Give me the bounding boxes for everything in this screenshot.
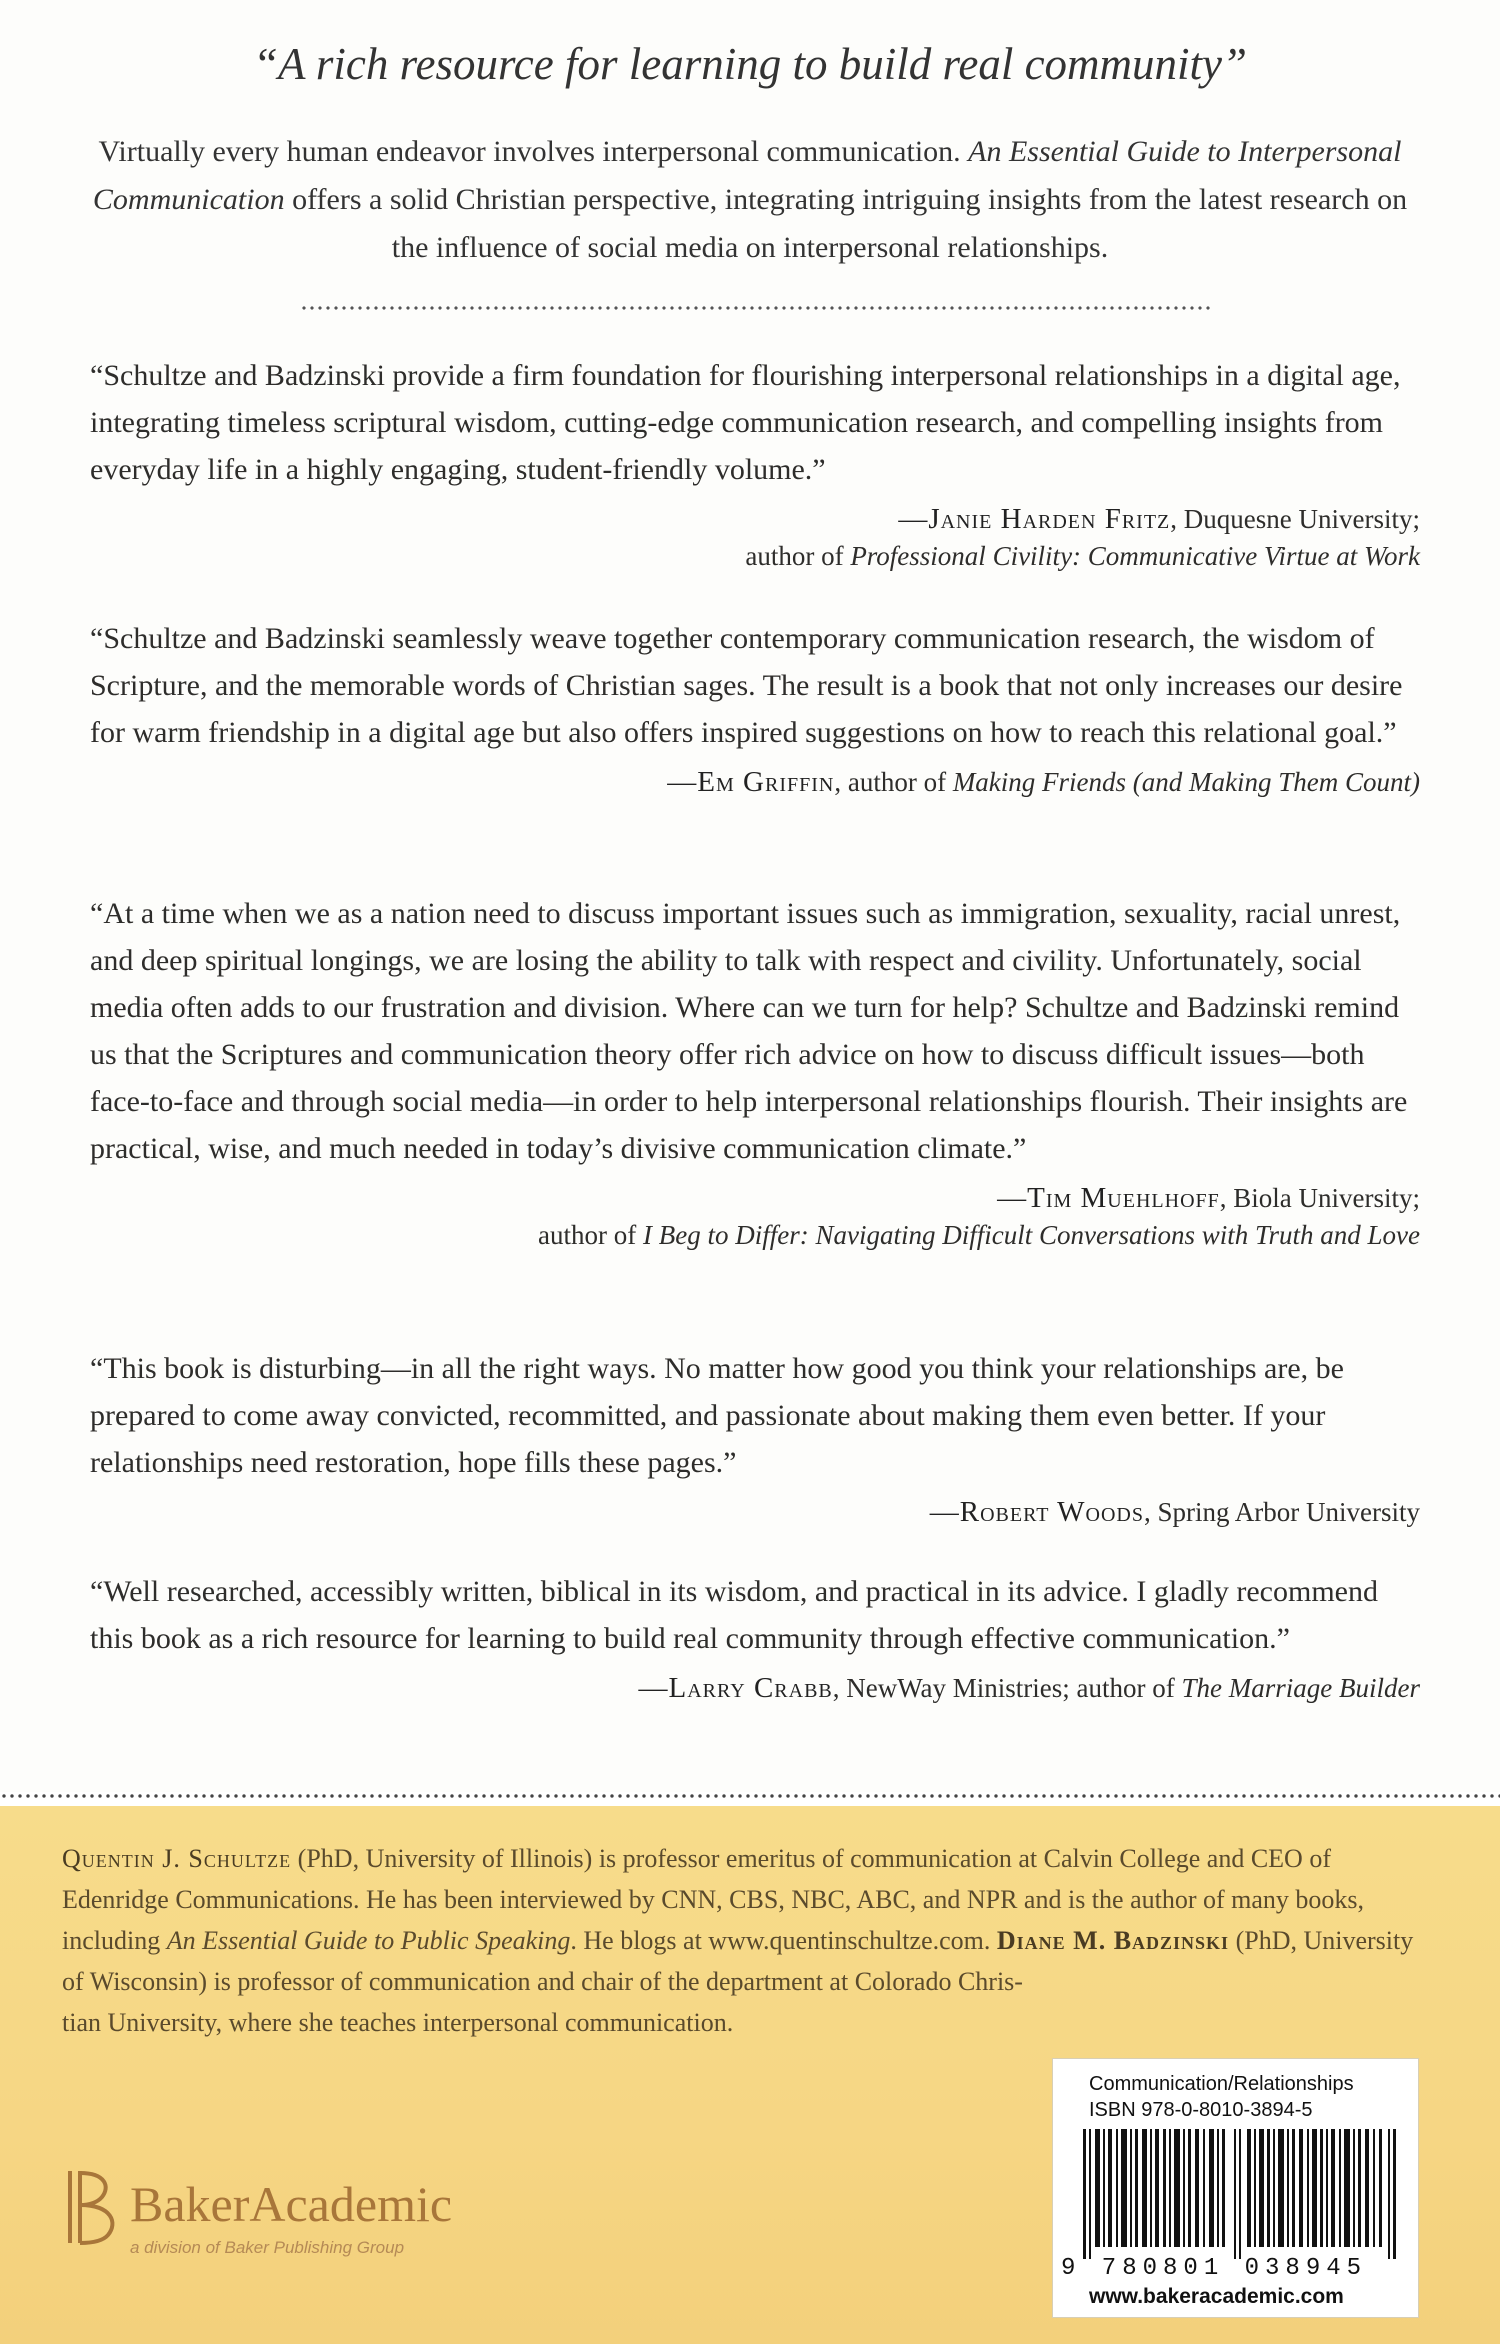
author-bio bbox=[62, 1838, 1432, 2043]
endorsement-woods bbox=[90, 1345, 1420, 1531]
endorser-name: —Robert Woods bbox=[929, 1496, 1144, 1528]
isbn-text: ISBN 978-0-8010-3894-5 bbox=[1089, 2099, 1313, 2121]
endorsement-attribution bbox=[90, 1670, 1420, 1707]
barcode-digits: 9 780801 038945 bbox=[1061, 2255, 1368, 2282]
intro-paragraph bbox=[90, 128, 1410, 272]
endorsement-griffin bbox=[90, 615, 1420, 801]
endorser-affiliation: , author of bbox=[834, 767, 953, 797]
author-name-schultze: Quentin J. Schultze bbox=[62, 1844, 292, 1873]
bio-text-3: (PhD, University of Wisconsin) is professor of communication and chair of the department at Colorado Chris- bbox=[62, 1926, 1414, 1996]
barcode-bars bbox=[1083, 2129, 1398, 2259]
endorser-affiliation: , Spring Arbor University bbox=[1144, 1497, 1420, 1527]
endorsement-text: “Schultze and Badzinski seamlessly weave together contemporary communication research, the wisdom of Scripture, and the memorable words of Christian sages. The result is a book that not only increases our desire for warm friendship in a digital age but also offers inspired suggestions on how to reach this relational goal.” bbox=[90, 622, 1403, 749]
intro-book-title: An Essential Guide to Interpersonal Communication bbox=[92, 135, 1402, 216]
endorser-name: —Janie Harden Fritz bbox=[898, 503, 1171, 535]
endorser-author-prefix: author of bbox=[538, 1220, 644, 1250]
endorsement-crabb bbox=[90, 1568, 1420, 1707]
bio-text-1: (PhD, University of Illinois) is professor emeritus of communication at Calvin College and CEO of Edenridge Communications. He has been interviewed by CNN, CBS, NBC, ABC, and NPR and is the author of many books, including bbox=[62, 1844, 1365, 1955]
endorser-affiliation: , Duquesne University; bbox=[1170, 504, 1420, 534]
baker-academic-logo-icon bbox=[62, 2165, 126, 2249]
endorsement-fritz bbox=[90, 352, 1420, 575]
endorser-affiliation: , NewWay Ministries; author of bbox=[832, 1673, 1182, 1703]
book-category: Communication/Relationships bbox=[1089, 2073, 1354, 2095]
endorser-book-title: The Marriage Builder bbox=[1181, 1673, 1420, 1703]
endorsement-muehlhoff bbox=[90, 890, 1420, 1254]
endorser-affiliation: , Biola University; bbox=[1219, 1183, 1420, 1213]
barcode-label bbox=[1052, 2058, 1419, 2318]
endorsement-attribution bbox=[90, 1180, 1420, 1254]
author-name-badzinski: Diane M. Badzinski bbox=[996, 1926, 1230, 1955]
endorsement-attribution bbox=[90, 1494, 1420, 1531]
endorser-name: —Tim Muehlhoff bbox=[997, 1182, 1220, 1214]
publisher-url: www.bakeracademic.com bbox=[1089, 2285, 1344, 2308]
intro-text-1: Virtually every human endeavor involves interpersonal communication. bbox=[98, 135, 969, 168]
tagline: “A rich resource for learning to build real community” bbox=[252, 39, 1248, 89]
endorser-name: —Larry Crabb bbox=[638, 1672, 833, 1704]
endorser-book-title: Making Friends (and Making Them Count) bbox=[952, 767, 1420, 797]
publisher-subtitle: a division of Baker Publishing Group bbox=[130, 2238, 405, 2257]
endorser-book-title: I Beg to Differ: Navigating Difficult Conversations with Truth and Love bbox=[643, 1220, 1420, 1250]
endorser-book-title: Professional Civility: Communicative Virtue at Work bbox=[850, 541, 1420, 571]
endorsement-text: “Schultze and Badzinski provide a firm foundation for flourishing interpersonal relationships in a digital age, integrating timeless scriptural wisdom, cutting-edge communication research, and compelling insights from everyday life in a highly engaging, student-friendly volume.” bbox=[90, 359, 1401, 486]
bio-text-4: tian University, where she teaches interpersonal communication. bbox=[62, 2008, 734, 2037]
section-divider bbox=[0, 1792, 1500, 1800]
endorsement-text: “Well researched, accessibly written, biblical in its wisdom, and practical in its advice. I gladly recommend this book as a rich resource for learning to build real community through effective communication.” bbox=[90, 1575, 1378, 1655]
dotted-divider bbox=[300, 305, 1210, 311]
endorsement-text: “At a time when we as a nation need to discuss important issues such as immigration, sexuality, racial unrest, and deep spiritual longings, we are losing the ability to talk with respect and civility. Unfortunately, social media often adds to our frustration and division. Where can we turn for help? Schultze and Badzinski remind us that the Scriptures and communication theory offer rich advice on how to discuss difficult issues—both face-to-face and through social media—in order to help interpersonal relationships flourish. Their insights are practical, wise, and much needed in today’s divisive communication climate.” bbox=[90, 897, 1408, 1165]
publisher-name: BakerAcademic bbox=[130, 2176, 453, 2232]
intro-text-2: offers a solid Christian perspective, integrating intriguing insights from the latest research on the influence of social media on interpersonal relationships. bbox=[284, 183, 1408, 264]
endorsement-text: “This book is disturbing—in all the right ways. No matter how good you think your relationships are, be prepared to come away convicted, recommitted, and passionate about making them even better. If your relationships need restoration, hope fills these pages.” bbox=[90, 1352, 1344, 1479]
endorser-name: —Em Griffin bbox=[667, 766, 835, 798]
endorsement-attribution bbox=[90, 501, 1420, 575]
endorsement-attribution bbox=[90, 764, 1420, 801]
endorser-author-prefix: author of bbox=[745, 541, 851, 571]
bio-text-2: . He blogs at www.quentinschultze.com. bbox=[570, 1926, 997, 1955]
bio-book-title: An Essential Guide to Public Speaking bbox=[166, 1926, 571, 1955]
